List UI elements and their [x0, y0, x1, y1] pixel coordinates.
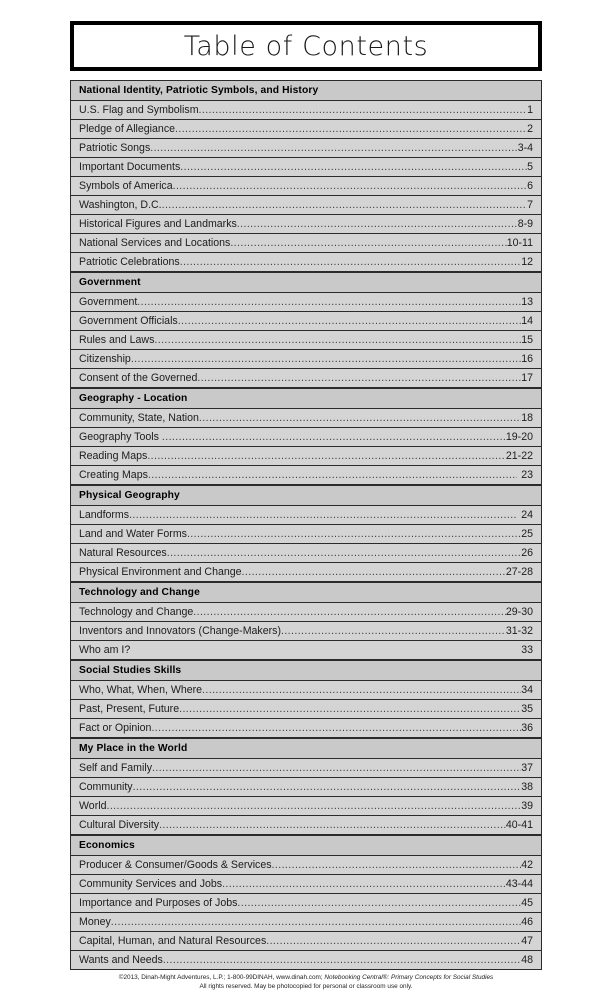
- toc-entry-page-number: 47: [521, 935, 533, 947]
- toc-entry[interactable]: [71, 506, 541, 525]
- toc-entry-label: U.S. Flag and Symbolism: [79, 104, 199, 116]
- toc-entry-label: Self and Family: [79, 762, 153, 774]
- dot-leader: [152, 761, 521, 775]
- toc-entry[interactable]: [71, 719, 541, 738]
- dot-leader: [237, 896, 521, 910]
- toc-entry[interactable]: [71, 622, 541, 641]
- section-heading: Geography - Location: [71, 388, 541, 409]
- toc-entry-label: Community, State, Nation: [79, 412, 199, 424]
- toc-entry-label: World: [79, 800, 107, 812]
- toc-entry-page-number: 21-22: [505, 450, 533, 462]
- dot-leader: [281, 624, 506, 638]
- dot-leader: [106, 799, 521, 813]
- dot-leader: [151, 721, 521, 735]
- toc-entry[interactable]: [71, 759, 541, 778]
- toc-entry-page-number: 27-28: [505, 566, 533, 578]
- toc-entry-label: Government: [79, 296, 138, 308]
- toc-entry-page-number: 5: [527, 161, 533, 173]
- toc-section: [71, 388, 541, 485]
- toc-section: [71, 81, 541, 272]
- toc-entry[interactable]: [71, 816, 541, 835]
- toc-entry-page-number: 40-41: [505, 819, 533, 831]
- page-title: Table of Contents: [183, 30, 429, 62]
- toc-entry[interactable]: [71, 428, 541, 447]
- dot-leader: [162, 198, 527, 212]
- toc-entry-page-number: 43-44: [505, 878, 533, 890]
- footer-rights-text: All rights reserved. May be photocopied for personal or classroom use only.: [199, 983, 413, 991]
- section-heading: Government: [71, 272, 541, 293]
- toc-section: [71, 660, 541, 738]
- dot-leader: [150, 141, 517, 155]
- toc-entry-label: Cultural Diversity: [79, 819, 160, 831]
- toc-entry-label: Patriotic Songs: [79, 142, 151, 154]
- toc-entry[interactable]: [71, 797, 541, 816]
- dot-leader: [178, 314, 521, 328]
- toc-entry-page-number: 46: [521, 916, 533, 928]
- toc-entry-page-number: 13: [521, 296, 533, 308]
- toc-entry[interactable]: [71, 447, 541, 466]
- toc-entry[interactable]: [71, 215, 541, 234]
- dot-leader: [159, 430, 506, 444]
- dot-leader: [266, 934, 521, 948]
- toc-entry-label: Landforms: [79, 509, 130, 521]
- toc-entry[interactable]: [71, 951, 541, 970]
- toc-entry-page-number: 24: [521, 509, 533, 521]
- toc-entry-label: Historical Figures and Landmarks: [79, 218, 237, 230]
- section-heading: National Identity, Patriotic Symbols, and History: [71, 81, 541, 101]
- table-of-contents: [70, 80, 542, 970]
- dot-leader: [148, 468, 517, 482]
- toc-entry[interactable]: [71, 196, 541, 215]
- dot-leader: [175, 122, 527, 136]
- toc-entry[interactable]: [71, 120, 541, 139]
- toc-entry-page-number: 10-11: [506, 237, 533, 249]
- toc-entry-page-number: 36: [521, 722, 533, 734]
- toc-entry-page-number: 33: [521, 644, 533, 656]
- dot-leader: [137, 295, 521, 309]
- section-heading: Social Studies Skills: [71, 660, 541, 681]
- toc-entry-label: Reading Maps: [79, 450, 148, 462]
- toc-section: [71, 485, 541, 582]
- toc-entry-page-number: 3-4: [517, 142, 533, 154]
- toc-entry-label: Patriotic Celebrations: [79, 256, 180, 268]
- toc-entry[interactable]: [71, 700, 541, 719]
- dot-leader: [199, 411, 521, 425]
- dot-leader: [131, 352, 521, 366]
- toc-entry[interactable]: [71, 856, 541, 875]
- toc-entry-page-number: 25: [521, 528, 533, 540]
- toc-entry-page-number: 48: [521, 954, 533, 966]
- toc-entry[interactable]: [71, 177, 541, 196]
- toc-entry-label: Inventors and Innovators (Change-Makers): [79, 625, 281, 637]
- dot-leader: [199, 103, 528, 117]
- toc-entry-label: Wants and Needs: [79, 954, 163, 966]
- toc-entry[interactable]: [71, 544, 541, 563]
- toc-entry-label: Who, What, When, Where: [79, 684, 203, 696]
- toc-entry[interactable]: [71, 913, 541, 932]
- dot-leader: [180, 255, 522, 269]
- toc-entry-page-number: 15: [521, 334, 533, 346]
- dot-leader: [272, 858, 522, 872]
- toc-entry-label: Rules and Laws: [79, 334, 155, 346]
- dot-leader: [167, 546, 521, 560]
- dot-leader: [159, 818, 506, 832]
- toc-entry-page-number: 19-20: [505, 431, 533, 443]
- toc-entry[interactable]: [71, 369, 541, 388]
- dot-leader: [163, 953, 521, 967]
- toc-section: [71, 272, 541, 388]
- toc-entry-label: Community Services and Jobs: [79, 878, 223, 890]
- toc-entry[interactable]: [71, 563, 541, 582]
- section-heading: Technology and Change: [71, 582, 541, 603]
- toc-entry[interactable]: [71, 101, 541, 120]
- dot-leader: [242, 565, 506, 579]
- toc-entry-label: Creating Maps: [79, 469, 148, 481]
- dot-leader: [187, 527, 521, 541]
- toc-entry-label: Geography Tools: [79, 431, 159, 443]
- toc-entry-page-number: 42: [521, 859, 533, 871]
- toc-entry-label: Natural Resources: [79, 547, 167, 559]
- toc-entry-page-number: 23: [521, 469, 533, 481]
- toc-entry-label: Consent of the Governed: [79, 372, 198, 384]
- toc-entry[interactable]: [71, 932, 541, 951]
- toc-entry-label: Pledge of Allegiance: [79, 123, 176, 135]
- toc-entry[interactable]: [71, 681, 541, 700]
- toc-entry-label: Physical Environment and Change: [79, 566, 242, 578]
- toc-entry-page-number: 35: [521, 703, 533, 715]
- toc-entry[interactable]: [71, 466, 541, 485]
- toc-entry-label: Producer & Consumer/Goods & Services: [79, 859, 272, 871]
- dot-leader: [179, 702, 521, 716]
- dot-leader: [237, 217, 518, 231]
- section-heading: Physical Geography: [71, 485, 541, 506]
- toc-entry[interactable]: [71, 894, 541, 913]
- toc-entry-page-number: 6: [527, 180, 533, 192]
- toc-entry-label: Technology and Change: [79, 606, 194, 618]
- toc-entry-page-number: 2: [527, 123, 533, 135]
- toc-entry-label: Community: [79, 781, 133, 793]
- toc-entry-label: Who am I?: [79, 644, 131, 656]
- toc-entry[interactable]: [71, 331, 541, 350]
- toc-entry-page-number: 34: [521, 684, 533, 696]
- toc-entry[interactable]: [71, 525, 541, 544]
- toc-entry-label: Citizenship: [79, 353, 131, 365]
- toc-entry-label: Washington, D.C.: [79, 199, 162, 211]
- toc-entry-label: Past, Present, Future: [79, 703, 180, 715]
- toc-entry[interactable]: [71, 293, 541, 312]
- toc-entry-label: Government Officials: [79, 315, 178, 327]
- toc-entry[interactable]: [71, 875, 541, 894]
- toc-entry-page-number: 39: [521, 800, 533, 812]
- dot-leader: [111, 915, 521, 929]
- footer-copyright-text: ©2013, Dinah-Might Adventures, L.P.; 1-800-99DINAH, www.dinah.com;: [118, 974, 325, 981]
- toc-entry[interactable]: [71, 234, 541, 253]
- title-box: [70, 21, 542, 71]
- section-heading: Economics: [71, 835, 541, 856]
- toc-section: [71, 582, 541, 660]
- toc-entry-label: Fact or Opinion: [79, 722, 152, 734]
- toc-entry-page-number: 7: [527, 199, 533, 211]
- toc-entry-page-number: 18: [521, 412, 533, 424]
- toc-entry-page-number: 12: [521, 256, 533, 268]
- dot-leader: [202, 683, 521, 697]
- dot-leader: [230, 236, 506, 250]
- toc-entry-page-number: 37: [521, 762, 533, 774]
- footer: [70, 973, 542, 992]
- toc-entry[interactable]: [71, 641, 541, 660]
- toc-entry-page-number: 8-9: [517, 218, 533, 230]
- toc-entry[interactable]: [71, 603, 541, 622]
- toc-entry-page-number: 17: [521, 372, 533, 384]
- dot-leader: [147, 449, 506, 463]
- dot-leader: [180, 160, 527, 174]
- toc-entry-label: Important Documents: [79, 161, 181, 173]
- toc-entry[interactable]: [71, 253, 541, 272]
- toc-entry-label: Money: [79, 916, 111, 928]
- toc-entry-label: National Services and Locations: [79, 237, 231, 249]
- dot-leader: [173, 179, 527, 193]
- dot-leader: [197, 371, 521, 385]
- toc-entry[interactable]: [71, 312, 541, 331]
- toc-section: [71, 738, 541, 835]
- toc-entry[interactable]: [71, 778, 541, 797]
- toc-entry-page-number: 31-32: [505, 625, 533, 637]
- toc-entry-label: Symbols of America: [79, 180, 173, 192]
- footer-product-title: Notebooking Central®: Primary Concepts for Social Studies: [324, 974, 494, 981]
- toc-entry[interactable]: [71, 158, 541, 177]
- toc-entry-page-number: 1: [527, 104, 533, 116]
- dot-leader: [129, 508, 517, 522]
- dot-leader: [154, 333, 521, 347]
- toc-entry-page-number: 29-30: [505, 606, 533, 618]
- toc-entry-label: Capital, Human, and Natural Resources: [79, 935, 267, 947]
- toc-entry-label: Importance and Purposes of Jobs: [79, 897, 238, 909]
- toc-entry-page-number: 38: [521, 781, 533, 793]
- toc-section: [71, 835, 541, 970]
- toc-entry-page-number: 16: [521, 353, 533, 365]
- toc-entry-page-number: 26: [521, 547, 533, 559]
- toc-entry-label: Land and Water Forms: [79, 528, 187, 540]
- toc-entry-page-number: 45: [521, 897, 533, 909]
- section-heading: My Place in the World: [71, 738, 541, 759]
- toc-entry[interactable]: [71, 409, 541, 428]
- dot-leader: [193, 605, 506, 619]
- toc-entry[interactable]: [71, 350, 541, 369]
- dot-leader: [222, 877, 506, 891]
- toc-entry[interactable]: [71, 139, 541, 158]
- toc-entry-page-number: 14: [521, 315, 533, 327]
